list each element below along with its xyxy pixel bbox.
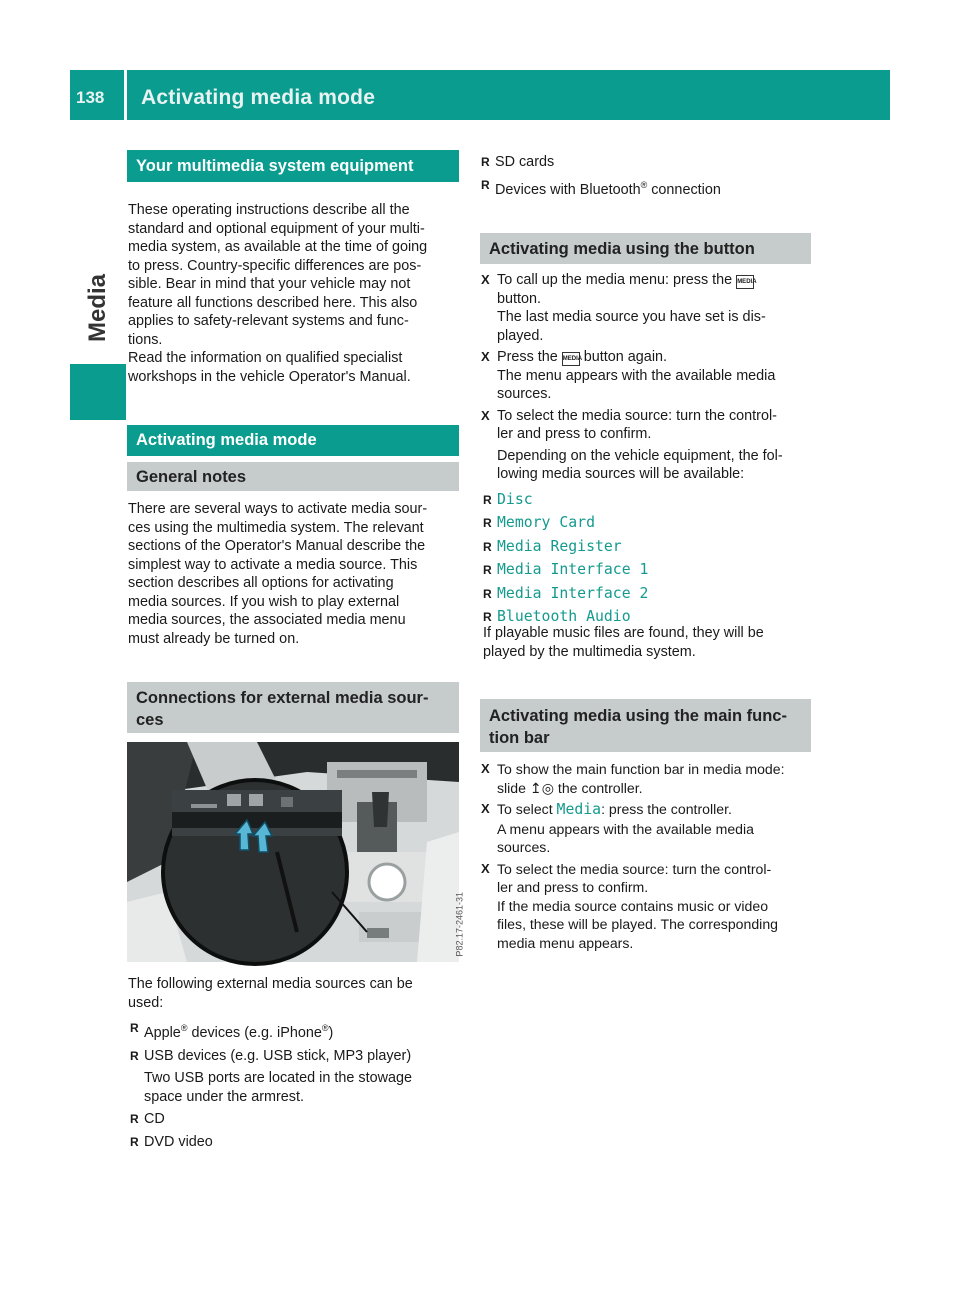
- heading-button: Activating media using the button: [480, 233, 811, 264]
- media-source-memory-card: R Memory Card: [483, 513, 814, 534]
- photo-code: P82.17-2461-31: [455, 892, 465, 957]
- page-number: 138: [76, 88, 105, 107]
- heading-function-bar: Activating media using the main func- tion bar: [480, 699, 811, 752]
- header-divider: [124, 70, 127, 120]
- list-item: R Devices with Bluetooth® connection: [481, 176, 814, 200]
- side-tab-marker: [70, 364, 126, 420]
- usb-ports-photo: [127, 742, 465, 962]
- side-tab-label: Media: [84, 273, 111, 343]
- external-sources-list: [130, 1019, 464, 1155]
- media-source-disc: R Disc: [483, 490, 814, 511]
- heading-activating-media-mode: Activating media mode: [127, 425, 459, 456]
- media-source-options: [483, 490, 814, 629]
- media-source-bluetooth-audio: R Bluetooth Audio: [483, 607, 814, 628]
- media-menu-item: Media: [556, 801, 602, 818]
- step-item: X To show the main function bar in media mode: slide ↥◎ the controller.: [481, 760, 814, 797]
- heading-general-notes: General notes: [127, 462, 459, 491]
- connections-intro: The following external media sources can be used:: [128, 976, 413, 1011]
- page-title: Activating media mode: [141, 86, 376, 109]
- list-item: R SD cards: [481, 153, 814, 172]
- list-item: R CD: [130, 1110, 464, 1129]
- heading-equipment: Your multimedia system equipment: [127, 150, 459, 182]
- additional-sources-list: [481, 153, 814, 203]
- heading-connections: Connections for external media sour- ces: [127, 682, 459, 733]
- step-item: X To select the media source: turn the control- ler and press to confirm. Depending on the vehicle equipment, the fol- lowing media sources will be available: R Disc R Memory Card R Media Register R Media Interface 1 R Media Interface 2 R Bluetooth Audio If playable music files are found, they will be played by the multimedia system.: [481, 407, 814, 662]
- equipment-text: These operating instructions describe all the standard and optional equipment of your multi- media system, as available at the time of going to press. Country-specific differences are pos- sible. Bear in mind that your vehicle may not feature all functions described here. This also applies to safety-relevant systems and func- tions. Read the information on qualified specialist workshops in the vehicle Operator's Manual.: [128, 202, 428, 385]
- media-key-icon: MEDIA: [736, 275, 754, 289]
- step-item: X To select the media source: turn the control- ler and press to confirm. If the media source contains music or video files, these will be played. The corresponding media menu appears.: [481, 860, 814, 953]
- list-item: R USB devices (e.g. USB stick, MP3 player) Two USB ports are located in the stowage space under the armrest.: [130, 1047, 464, 1107]
- step-item: X To call up the media menu: press the MEDIA button. The last media source you have set is dis- played.: [481, 271, 814, 345]
- media-source-media-register: R Media Register: [483, 537, 814, 558]
- button-steps: [481, 271, 814, 664]
- general-notes-text: There are several ways to activate media sour- ces using the multimedia system. The relevant sections of the Operator's Manual describe the simplest way to activate a media source. This section describes all options for activating media sources. If you wish to play external media sources, the associated media menu must already be turned on.: [128, 501, 428, 647]
- media-source-media-interface-1: R Media Interface 1: [483, 560, 814, 581]
- center-console-illustration: [127, 742, 459, 962]
- list-item: R Apple® devices (e.g. iPhone®): [130, 1019, 464, 1043]
- controller-slide-up-icon: ↥◎: [529, 779, 555, 796]
- media-source-media-interface-2: R Media Interface 2: [483, 584, 814, 605]
- step-item: X To select Media: press the controller. A menu appears with the available media sources.: [481, 800, 814, 857]
- list-item: R DVD video: [130, 1133, 464, 1152]
- step-item: X Press the MEDIA button again. The menu appears with the available media sources.: [481, 348, 814, 404]
- function-bar-steps: [481, 760, 814, 955]
- media-key-icon: MEDIA: [562, 352, 580, 366]
